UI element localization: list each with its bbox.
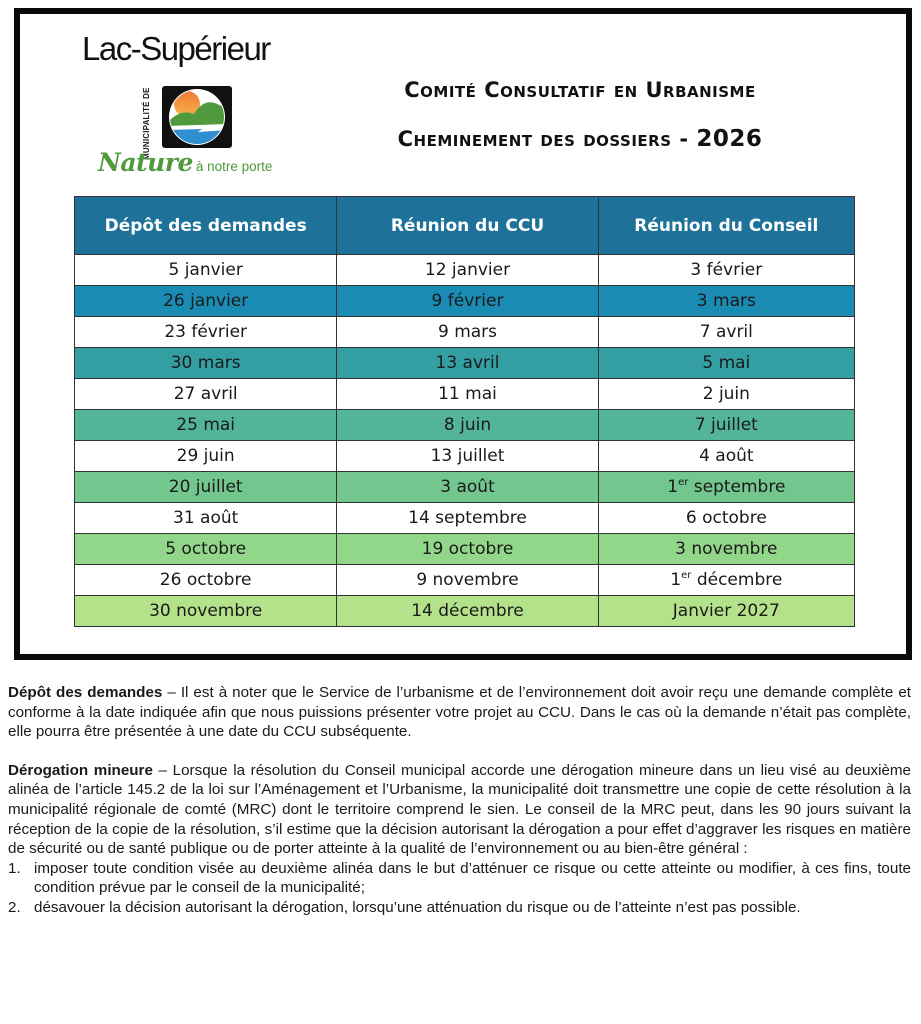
cell-conseil: 3 mars	[598, 286, 854, 317]
cell-depot: 29 juin	[75, 441, 337, 472]
table-row	[75, 565, 855, 596]
cell-depot: 27 avril	[75, 379, 337, 410]
cell-depot: 31 août	[75, 503, 337, 534]
note-derogation-label: Dérogation mineure	[8, 761, 153, 779]
table-row	[75, 503, 855, 534]
notes-section	[8, 683, 911, 918]
cell-ccu: 13 juillet	[337, 441, 598, 472]
cell-ccu: 9 novembre	[337, 565, 598, 596]
cell-conseil: 1er décembre	[598, 565, 854, 596]
cell-depot: 26 octobre	[75, 565, 337, 596]
document-title: Comité Consultatif en Urbanisme	[404, 78, 756, 102]
cell-ccu: 19 octobre	[337, 534, 598, 565]
note-depot	[8, 683, 911, 742]
cell-depot: 20 juillet	[75, 472, 337, 503]
cell-depot: 5 octobre	[75, 534, 337, 565]
cell-conseil: 7 juillet	[598, 410, 854, 441]
list-item: 1. imposer toute condition visée au deuxième alinéa dans le but d’atténuer ce risque ou cette atteinte ou modifier, à ces fins, toute condition prévue par le conseil de la municipalité;	[8, 859, 911, 897]
document-subtitle: Cheminement des dossiers - 2026	[397, 126, 763, 152]
table-row	[75, 472, 855, 503]
cell-depot: 26 janvier	[75, 286, 337, 317]
cell-ccu: 14 septembre	[337, 503, 598, 534]
table-header-row	[75, 197, 855, 255]
table-row	[75, 317, 855, 348]
note-derogation-text: – Lorsque la résolution du Conseil municipal accorde une dérogation mineure dans un lieu visé au deuxième alinéa de l’article 145.2 de la loi sur l’Aménagement et l’Urbanisme, la municipalité doit transmettre une copie de cette résolution à la municipalité régionale de comté (MRC) dont le territoire comprend le sien. Le conseil de la MRC peut, dans les 90 jours suivant la réception de la copie de la résolution, s’il estime que la décision autorisant la dérogation a pour effet d’aggraver les risques en matière de sécurité ou de santé publique ou de porter atteinte à la qualité de l’environnement ou au bien-être général :	[8, 761, 911, 858]
cell-depot: 30 mars	[75, 348, 337, 379]
cell-conseil: 4 août	[598, 441, 854, 472]
note-depot-label: Dépôt des demandes	[8, 684, 163, 701]
mountain-sun-lake-emblem-icon	[162, 86, 232, 152]
table-row	[75, 379, 855, 410]
logo-slogan	[98, 148, 272, 177]
table-row	[75, 255, 855, 286]
cell-conseil: 1er septembre	[598, 472, 854, 503]
municipality-logo	[82, 30, 322, 185]
cell-ccu: 9 mars	[337, 317, 598, 348]
cell-conseil: 3 novembre	[598, 534, 854, 565]
logo-municipality-label: MUNICIPALITÉ DE	[142, 87, 151, 160]
logo-title: Lac-Supérieur	[82, 30, 270, 67]
cell-depot: 30 novembre	[75, 596, 337, 627]
note-depot-text: – Il est à noter que le Service de l’urbanisme et de l’environnement doit avoir reçu une demande complète et conforme à la date indiquée afin que nous puissions présenter votre projet au CCU. Dans le cas où la demande n’était pas complète, elle pourra être présentée à une date du CCU subséquente.	[8, 684, 911, 741]
cell-ccu: 8 juin	[337, 410, 598, 441]
column-header-conseil: Réunion du Conseil	[598, 197, 854, 255]
note-derogation	[8, 761, 911, 859]
list-item: 2. désavouer la décision autorisant la dérogation, lorsqu’une atténuation du risque ou de l’atteinte n’est pas possible.	[8, 898, 801, 916]
cell-conseil: 6 octobre	[598, 503, 854, 534]
cell-depot: 23 février	[75, 317, 337, 348]
cell-ccu: 11 mai	[337, 379, 598, 410]
table-row	[75, 441, 855, 472]
logo-slogan-nature: Nature	[98, 148, 193, 177]
cell-conseil: 5 mai	[598, 348, 854, 379]
table-row	[75, 534, 855, 565]
cell-ccu: 12 janvier	[337, 255, 598, 286]
cell-conseil: 2 juin	[598, 379, 854, 410]
schedule-table	[74, 196, 855, 627]
column-header-depot: Dépôt des demandes	[75, 197, 337, 255]
table-row	[75, 348, 855, 379]
derogation-list	[8, 859, 911, 918]
table-row	[75, 410, 855, 441]
cell-ccu: 13 avril	[337, 348, 598, 379]
cell-conseil: 3 février	[598, 255, 854, 286]
table-row	[75, 286, 855, 317]
cell-ccu: 3 août	[337, 472, 598, 503]
cell-ccu: 9 février	[337, 286, 598, 317]
cell-conseil: Janvier 2027	[598, 596, 854, 627]
cell-ccu: 14 décembre	[337, 596, 598, 627]
logo-slogan-rest: à notre porte	[195, 159, 273, 174]
cell-conseil: 7 avril	[598, 317, 854, 348]
column-header-ccu: Réunion du CCU	[337, 197, 598, 255]
table-row	[75, 596, 855, 627]
document-year: 2026	[696, 126, 763, 152]
cell-depot: 25 mai	[75, 410, 337, 441]
cell-depot: 5 janvier	[75, 255, 337, 286]
